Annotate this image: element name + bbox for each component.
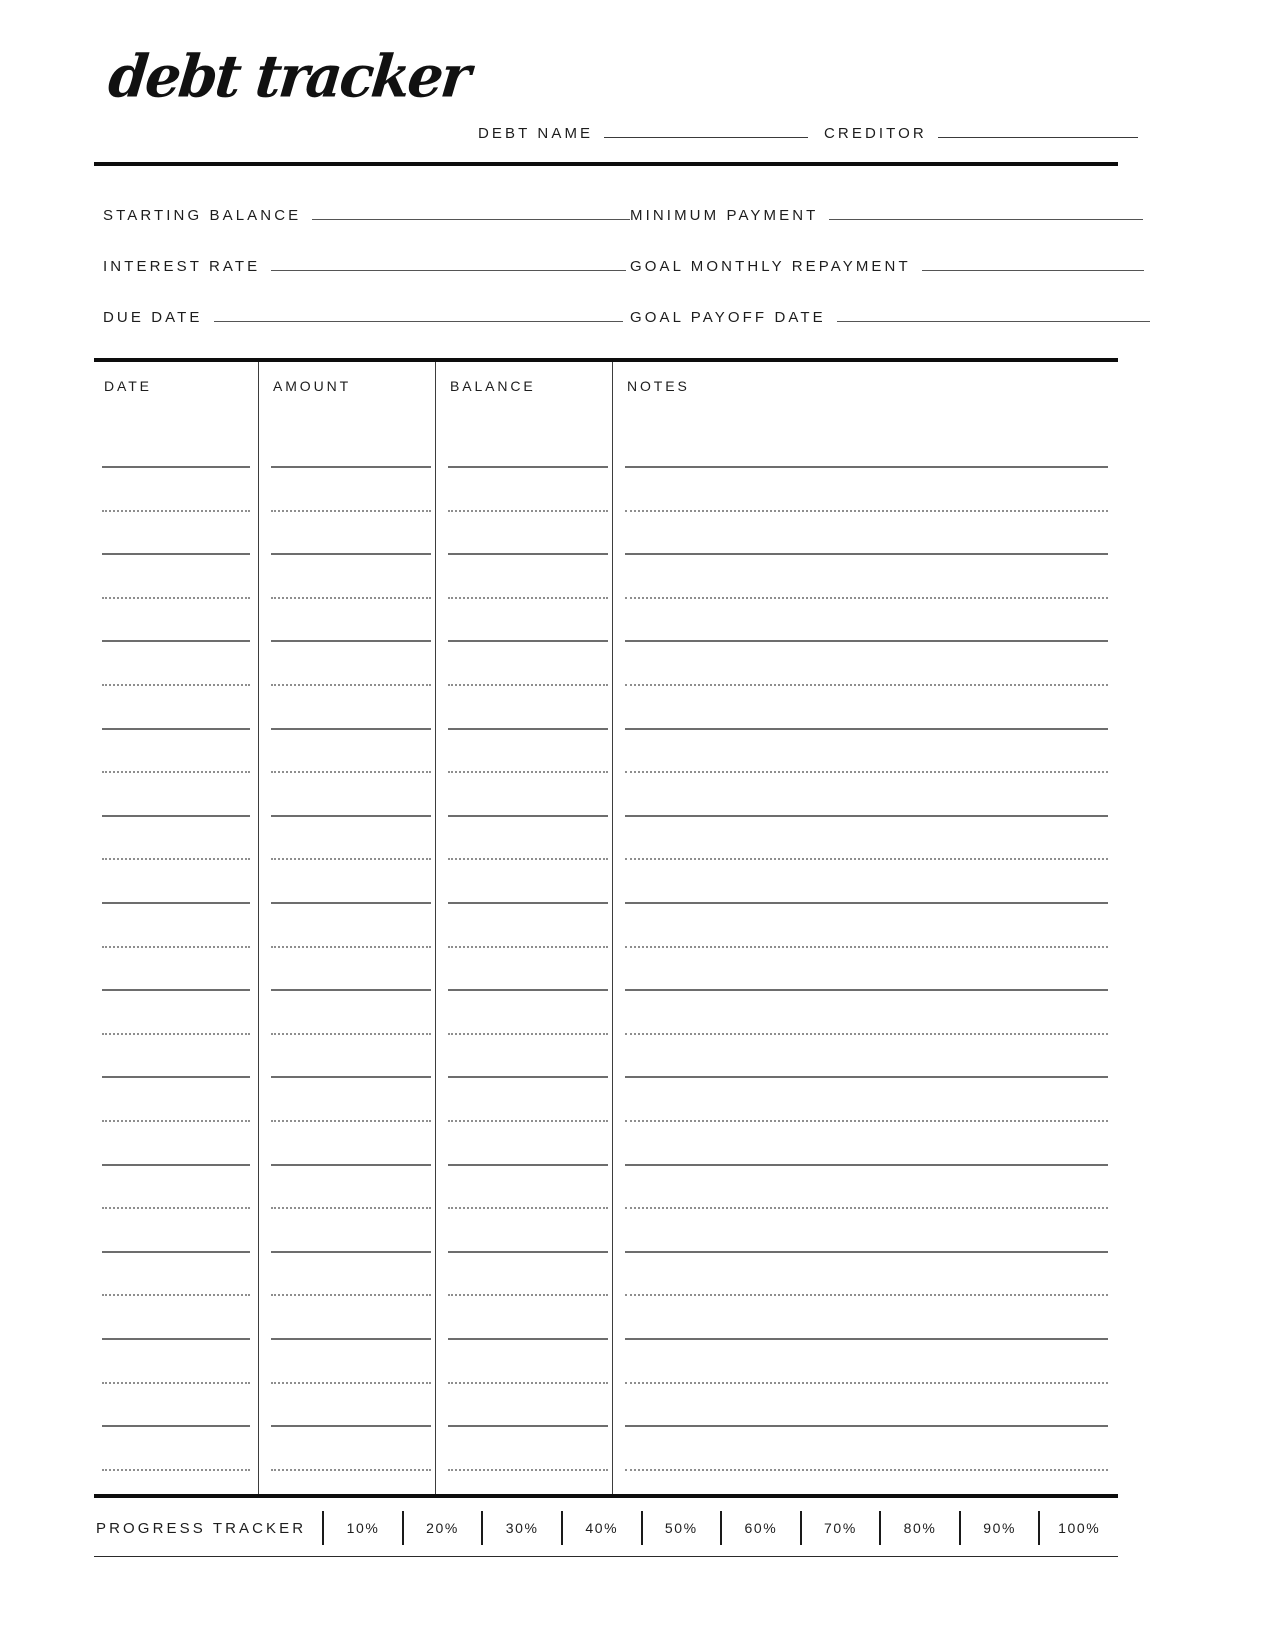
progress-step-20pct[interactable]: 20%: [402, 1511, 482, 1545]
column-header-date: DATE: [104, 378, 152, 394]
write-line-solid[interactable]: [271, 1164, 431, 1166]
write-line-dotted[interactable]: [448, 858, 608, 860]
write-line-solid[interactable]: [271, 1338, 431, 1340]
write-line-dotted[interactable]: [102, 1469, 250, 1471]
write-line-dotted[interactable]: [625, 1469, 1108, 1471]
goal-payoff-date-write-line[interactable]: [837, 321, 1150, 322]
write-line-dotted[interactable]: [448, 684, 608, 686]
write-line-dotted[interactable]: [271, 858, 431, 860]
write-line-dotted[interactable]: [625, 1294, 1108, 1296]
write-line-dotted[interactable]: [102, 1207, 250, 1209]
starting-balance-label: STARTING BALANCE: [103, 207, 302, 224]
progress-step-100pct[interactable]: 100%: [1038, 1511, 1118, 1545]
write-line-dotted[interactable]: [448, 1382, 608, 1384]
write-line-dotted[interactable]: [271, 597, 431, 599]
table-column-balance: [436, 362, 612, 1494]
write-line-dotted[interactable]: [448, 1469, 608, 1471]
write-line-solid[interactable]: [102, 728, 250, 730]
write-line-solid[interactable]: [102, 1076, 250, 1078]
write-line-solid[interactable]: [448, 1338, 608, 1340]
write-line-solid[interactable]: [448, 640, 608, 642]
goal-monthly-repayment-label: GOAL MONTHLY REPAYMENT: [630, 258, 911, 275]
write-line-solid[interactable]: [625, 1164, 1108, 1166]
progress-tracker-label: PROGRESS TRACKER: [96, 1519, 307, 1537]
interest-rate-field[interactable]: [103, 255, 626, 275]
table-column-notes: [613, 362, 1118, 1494]
write-line-solid[interactable]: [271, 1425, 431, 1427]
minimum-payment-field[interactable]: [630, 204, 1143, 224]
progress-step-90pct[interactable]: 90%: [959, 1511, 1039, 1545]
due-date-field[interactable]: [103, 306, 623, 326]
table-column-date: [94, 362, 258, 1494]
debt-name-write-line[interactable]: [604, 137, 808, 138]
write-line-solid[interactable]: [448, 728, 608, 730]
write-line-dotted[interactable]: [271, 684, 431, 686]
write-line-solid[interactable]: [625, 466, 1108, 468]
write-line-solid[interactable]: [448, 1164, 608, 1166]
write-line-dotted[interactable]: [448, 597, 608, 599]
write-line-dotted[interactable]: [102, 946, 250, 948]
write-line-solid[interactable]: [625, 902, 1108, 904]
write-line-solid[interactable]: [625, 728, 1108, 730]
progress-step-30pct[interactable]: 30%: [481, 1511, 561, 1545]
write-line-solid[interactable]: [102, 553, 250, 555]
write-lines-balance[interactable]: [436, 362, 612, 1494]
write-line-solid[interactable]: [625, 989, 1108, 991]
progress-tracker: [94, 1500, 1118, 1556]
write-line-dotted[interactable]: [102, 1120, 250, 1122]
write-line-dotted[interactable]: [625, 946, 1108, 948]
payment-log-table: [94, 362, 1118, 1494]
write-line-dotted[interactable]: [271, 1294, 431, 1296]
write-line-dotted[interactable]: [102, 1382, 250, 1384]
due-date-write-line[interactable]: [214, 321, 623, 322]
table-bottom-rule: [94, 1494, 1118, 1498]
write-line-solid[interactable]: [271, 989, 431, 991]
progress-step-60pct[interactable]: 60%: [720, 1511, 800, 1545]
write-lines-notes[interactable]: [613, 362, 1118, 1494]
write-line-dotted[interactable]: [102, 1294, 250, 1296]
write-line-solid[interactable]: [448, 466, 608, 468]
write-line-dotted[interactable]: [625, 858, 1108, 860]
write-line-dotted[interactable]: [625, 1033, 1108, 1035]
goal-payoff-date-label: GOAL PAYOFF DATE: [630, 309, 826, 326]
interest-rate-write-line[interactable]: [271, 270, 626, 271]
write-line-solid[interactable]: [448, 989, 608, 991]
goal-monthly-repayment-write-line[interactable]: [922, 270, 1144, 271]
write-line-dotted[interactable]: [448, 1120, 608, 1122]
write-line-solid[interactable]: [102, 1164, 250, 1166]
write-line-solid[interactable]: [102, 640, 250, 642]
write-line-dotted[interactable]: [271, 771, 431, 773]
write-line-solid[interactable]: [271, 553, 431, 555]
write-line-solid[interactable]: [102, 1251, 250, 1253]
write-line-solid[interactable]: [448, 1076, 608, 1078]
write-line-solid[interactable]: [271, 902, 431, 904]
write-line-solid[interactable]: [448, 553, 608, 555]
write-line-solid[interactable]: [448, 1425, 608, 1427]
write-line-dotted[interactable]: [625, 1382, 1108, 1384]
write-line-solid[interactable]: [625, 1076, 1108, 1078]
write-line-dotted[interactable]: [102, 684, 250, 686]
write-line-dotted[interactable]: [625, 684, 1108, 686]
write-line-solid[interactable]: [625, 1251, 1108, 1253]
write-line-dotted[interactable]: [448, 510, 608, 512]
write-line-dotted[interactable]: [271, 1120, 431, 1122]
write-line-dotted[interactable]: [625, 771, 1108, 773]
write-line-dotted[interactable]: [271, 1469, 431, 1471]
write-line-solid[interactable]: [625, 553, 1108, 555]
write-line-dotted[interactable]: [271, 1207, 431, 1209]
write-line-solid[interactable]: [448, 902, 608, 904]
creditor-field[interactable]: [824, 125, 1138, 142]
write-line-solid[interactable]: [102, 815, 250, 817]
write-line-solid[interactable]: [102, 902, 250, 904]
write-line-solid[interactable]: [625, 1425, 1108, 1427]
progress-step-70pct[interactable]: 70%: [800, 1511, 880, 1545]
interest-rate-label: INTEREST RATE: [103, 258, 261, 275]
header-divider-rule: [94, 162, 1118, 166]
debt-name-field[interactable]: [478, 125, 808, 142]
write-line-dotted[interactable]: [102, 858, 250, 860]
table-column-amount: [259, 362, 435, 1494]
write-line-solid[interactable]: [271, 1251, 431, 1253]
page-title: debt tracker: [105, 42, 472, 112]
write-line-solid[interactable]: [102, 1338, 250, 1340]
debt-summary-section: [94, 190, 1118, 350]
write-line-dotted[interactable]: [625, 1207, 1108, 1209]
write-line-solid[interactable]: [625, 815, 1108, 817]
creditor-label: CREDITOR: [824, 125, 927, 142]
write-line-solid[interactable]: [271, 815, 431, 817]
write-line-dotted[interactable]: [448, 1294, 608, 1296]
write-line-solid[interactable]: [271, 640, 431, 642]
write-line-dotted[interactable]: [625, 510, 1108, 512]
write-line-dotted[interactable]: [271, 510, 431, 512]
write-lines-amount[interactable]: [259, 362, 435, 1494]
goal-payoff-date-field[interactable]: [630, 306, 1150, 326]
due-date-label: DUE DATE: [103, 309, 203, 326]
write-line-dotted[interactable]: [448, 1033, 608, 1035]
progress-step-50pct[interactable]: 50%: [641, 1511, 721, 1545]
starting-balance-write-line[interactable]: [312, 219, 630, 220]
creditor-write-line[interactable]: [938, 137, 1138, 138]
column-header-amount: AMOUNT: [273, 378, 352, 394]
write-line-solid[interactable]: [625, 640, 1108, 642]
write-line-solid[interactable]: [448, 815, 608, 817]
write-line-solid[interactable]: [625, 1338, 1108, 1340]
progress-step-10pct[interactable]: 10%: [322, 1511, 402, 1545]
starting-balance-field[interactable]: [103, 204, 630, 224]
write-line-dotted[interactable]: [102, 510, 250, 512]
progress-step-80pct[interactable]: 80%: [879, 1511, 959, 1545]
minimum-payment-label: MINIMUM PAYMENT: [630, 207, 819, 224]
progress-tracker-steps: [322, 1511, 1118, 1545]
write-lines-date[interactable]: [94, 362, 258, 1494]
write-line-solid[interactable]: [448, 1251, 608, 1253]
goal-monthly-repayment-field[interactable]: [630, 255, 1144, 275]
column-header-balance: BALANCE: [450, 378, 536, 394]
write-line-dotted[interactable]: [271, 1382, 431, 1384]
write-line-dotted[interactable]: [102, 1033, 250, 1035]
progress-step-40pct[interactable]: 40%: [561, 1511, 641, 1545]
progress-tracker-bottom-rule: [94, 1556, 1118, 1557]
write-line-solid[interactable]: [102, 1425, 250, 1427]
write-line-solid[interactable]: [271, 728, 431, 730]
write-line-solid[interactable]: [271, 1076, 431, 1078]
column-header-notes: NOTES: [627, 378, 690, 394]
write-line-solid[interactable]: [102, 989, 250, 991]
write-line-dotted[interactable]: [271, 1033, 431, 1035]
minimum-payment-write-line[interactable]: [829, 219, 1143, 220]
write-line-dotted[interactable]: [102, 597, 250, 599]
write-line-solid[interactable]: [102, 466, 250, 468]
debt-name-label: DEBT NAME: [478, 125, 594, 142]
write-line-dotted[interactable]: [625, 1120, 1108, 1122]
write-line-dotted[interactable]: [271, 946, 431, 948]
write-line-dotted[interactable]: [102, 771, 250, 773]
write-line-dotted[interactable]: [448, 946, 608, 948]
write-line-dotted[interactable]: [448, 1207, 608, 1209]
write-line-solid[interactable]: [271, 466, 431, 468]
page-header: [94, 42, 1118, 148]
write-line-dotted[interactable]: [448, 771, 608, 773]
write-line-dotted[interactable]: [625, 597, 1108, 599]
